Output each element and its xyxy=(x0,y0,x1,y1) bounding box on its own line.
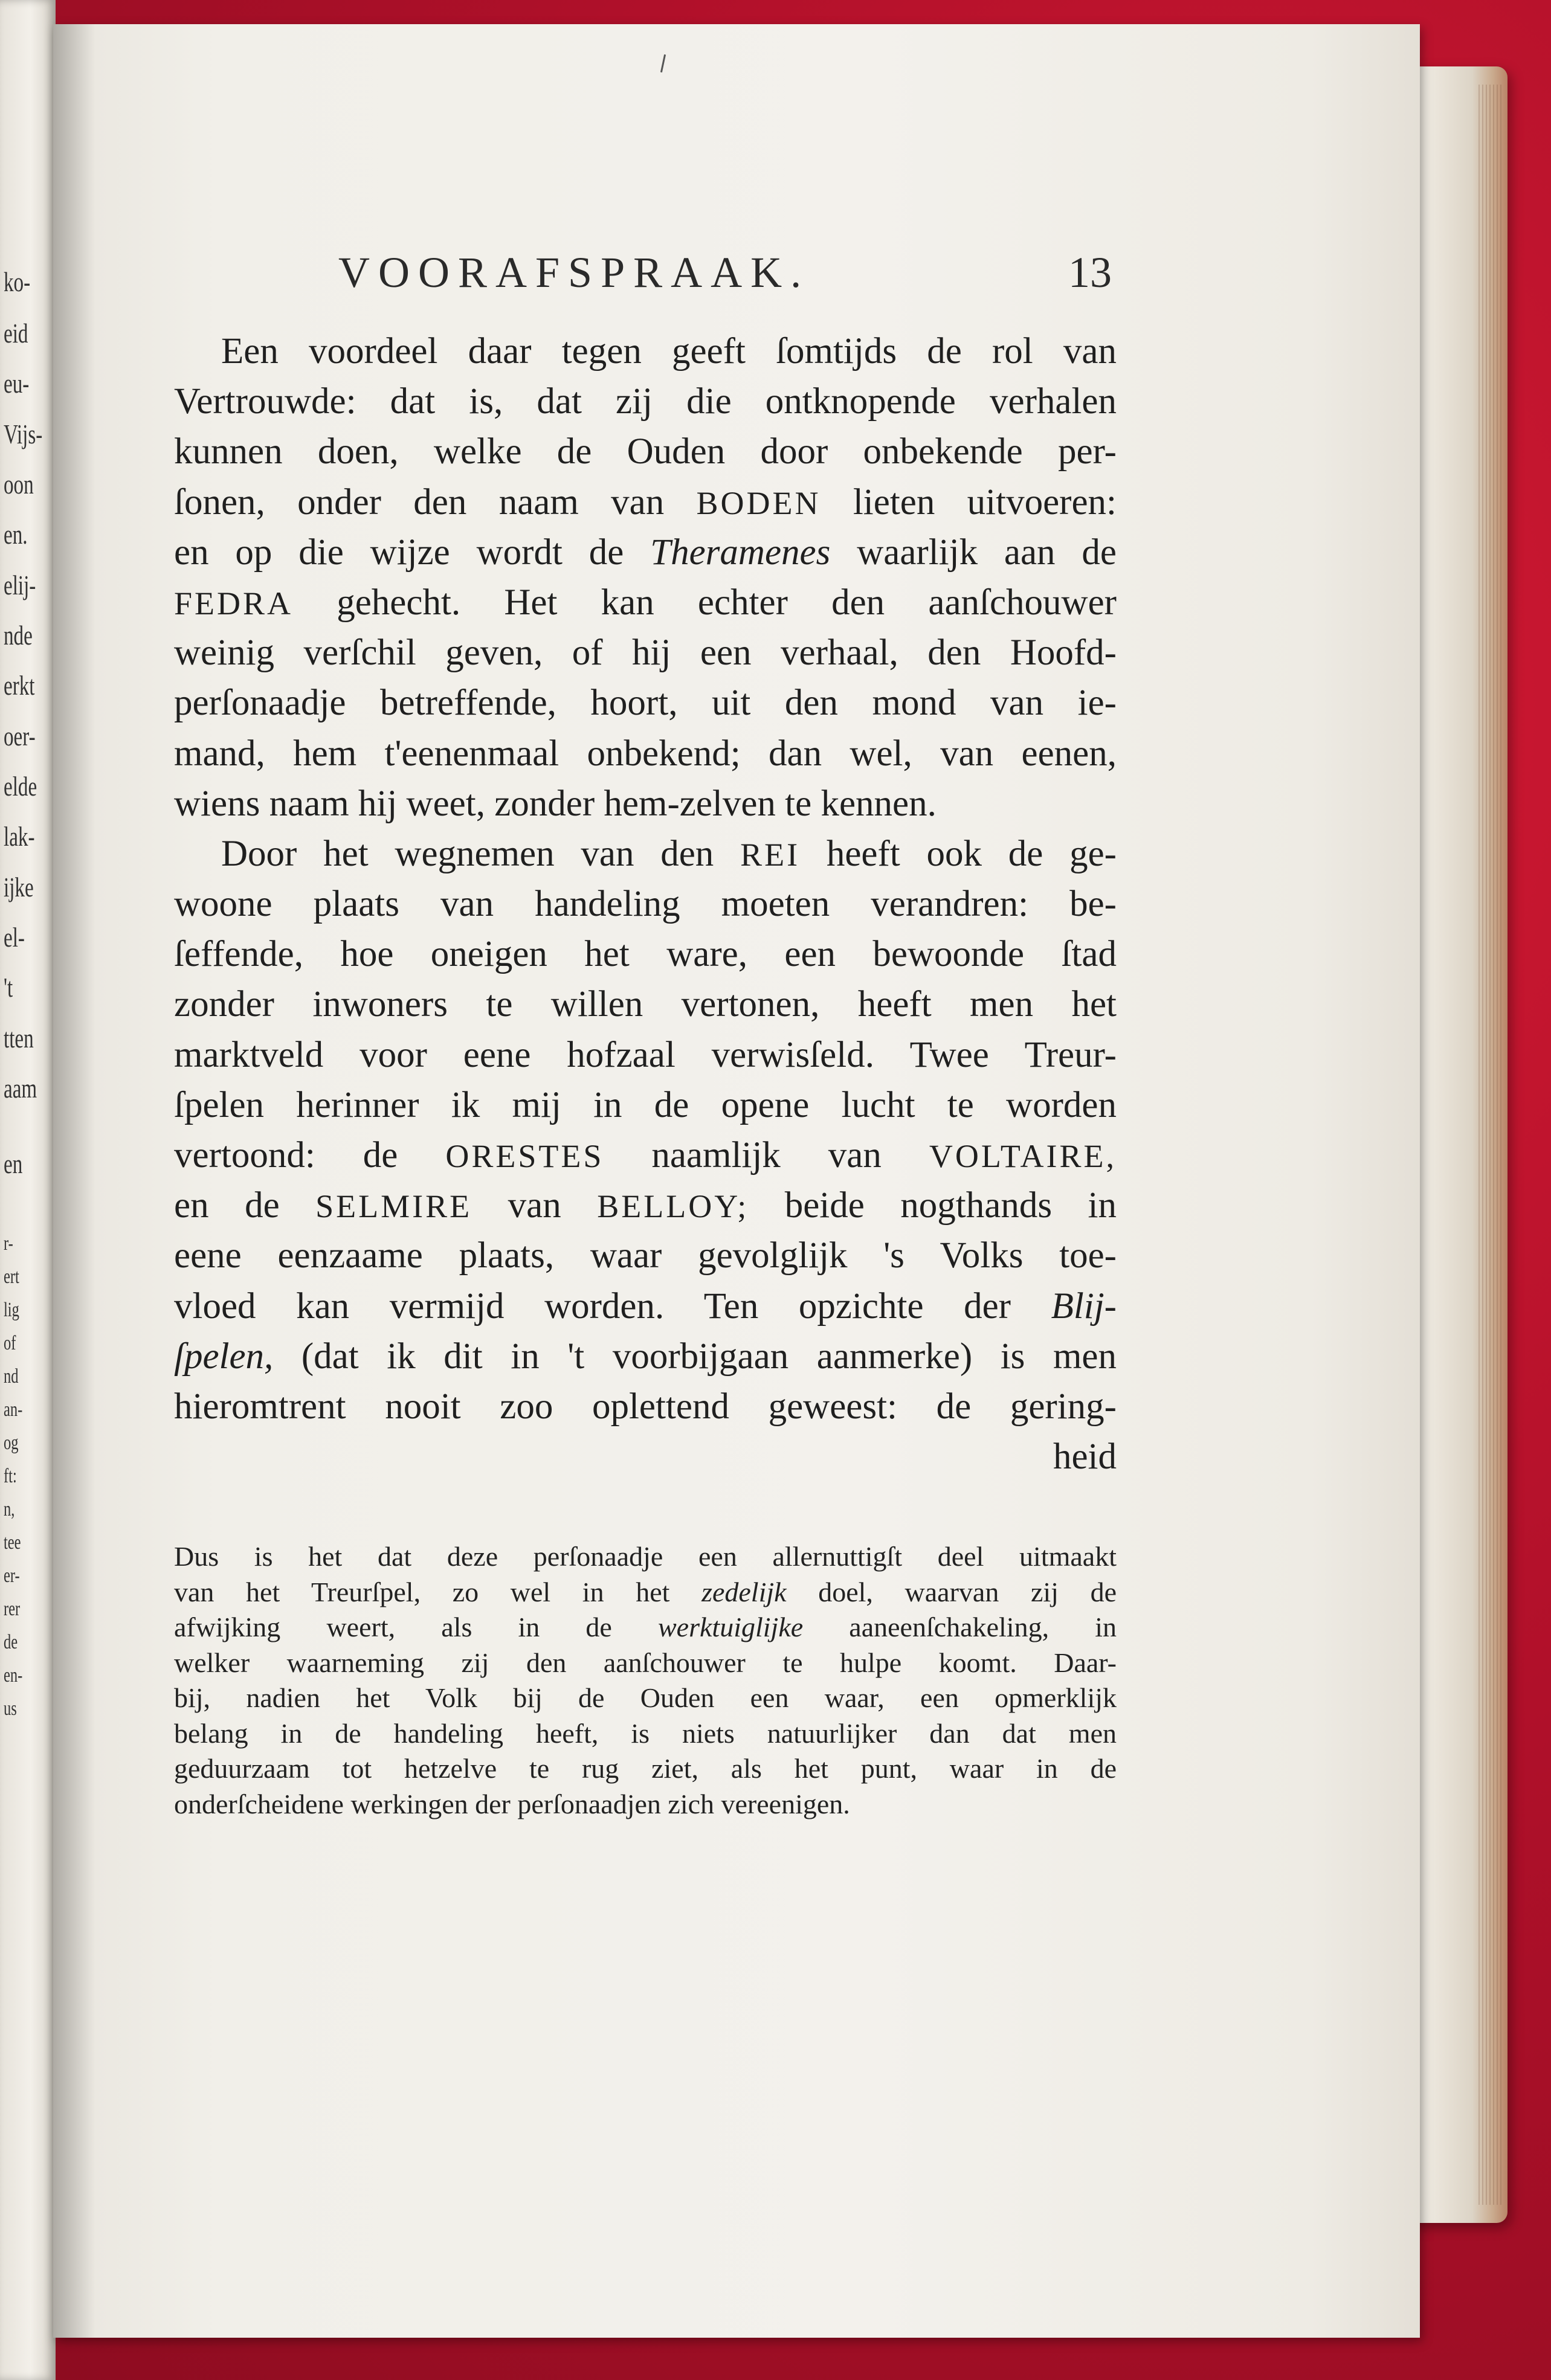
text-line: marktveld voor eene hofzaal verwisſeld. Twee Treur- xyxy=(174,1034,1117,1075)
prev-fragment: Vijs- xyxy=(4,419,43,449)
text-line: vertoond: de ORESTES naamlijk van VOLTAIRE, xyxy=(174,1135,1117,1176)
prev-fragment: lig xyxy=(4,1299,19,1321)
prev-fragment: ert xyxy=(4,1266,19,1288)
text-line: en de SELMIRE van BELLOY; beide nogthands in xyxy=(174,1185,1117,1226)
prev-fragment: eu- xyxy=(4,368,30,399)
prev-fragment: n, xyxy=(4,1498,15,1520)
footnote-line: van het Treurſpel, zo wel in het zedelijk doel, waarvan zij de xyxy=(174,1576,1117,1607)
text-line: FEDRA gehecht. Het kan echter den aanſchouwer xyxy=(174,582,1117,623)
page-number: 13 xyxy=(1068,248,1112,297)
prev-fragment: en. xyxy=(4,519,28,550)
text-line: wiens naam hij weet, zonder hem-zelven te kennen. xyxy=(174,783,937,824)
prev-fragment: us xyxy=(4,1697,17,1720)
prev-fragment: tten xyxy=(4,1023,34,1053)
text-line: Vertrouwde: dat is, dat zij die ontknopende verhalen xyxy=(174,381,1117,422)
text-line: eene eenzaame plaats, waar gevolglijk 's Volks toe- xyxy=(174,1235,1117,1276)
prev-fragment: erkt xyxy=(4,670,35,701)
prev-fragment: og xyxy=(4,1432,19,1454)
prev-fragment: en- xyxy=(4,1664,23,1687)
text-line: perſonaadje betreffende, hoort, uit den mond van ie- xyxy=(174,683,1117,724)
text-line: ſeffende, hoe oneigen het ware, een bewoonde ſtad xyxy=(174,934,1117,975)
pencil-mark xyxy=(660,54,666,72)
prev-fragment: an- xyxy=(4,1398,23,1421)
text-line: zonder inwoners te willen vertonen, heeft men het xyxy=(174,984,1117,1025)
text-line: en op die wijze wordt de Theramenes waarlijk aan de xyxy=(174,532,1117,573)
prev-fragment: elij- xyxy=(4,570,36,600)
prev-fragment: oer- xyxy=(4,721,36,751)
text-line: mand, hem t'eenenmaal onbekend; dan wel, van eenen, xyxy=(174,733,1117,774)
prev-fragment: el- xyxy=(4,922,25,953)
footnote-line: welker waarneming zij den aanſchouwer te hulpe koomt. Daar- xyxy=(174,1647,1117,1678)
prev-fragment: nde xyxy=(4,620,33,651)
prev-fragment: er- xyxy=(4,1565,20,1587)
prev-fragment: aam xyxy=(4,1073,37,1104)
text-line: ſpelen, (dat ik dit in 't voorbijgaan aanmerke) is men xyxy=(174,1336,1117,1377)
prev-fragment: en xyxy=(4,1148,23,1179)
text-line: woone plaats van handeling moeten verandren: be- xyxy=(174,884,1117,925)
previous-page-edge xyxy=(0,0,56,2380)
prev-fragment: de xyxy=(4,1631,18,1653)
prev-fragment: oon xyxy=(4,469,34,500)
footnote-line: bij, nadien het Volk bij de Ouden een waar, een opmerklijk xyxy=(174,1682,1117,1713)
prev-fragment: of xyxy=(4,1332,16,1354)
footnote-line: afwijking weert, als in de werktuiglijke aaneenſchakeling, in xyxy=(174,1612,1117,1642)
prev-fragment: ijke xyxy=(4,872,34,902)
prev-fragment: elde xyxy=(4,771,37,802)
prev-fragment: ft: xyxy=(4,1465,17,1487)
prev-fragment: eid xyxy=(4,318,28,349)
text-line: ſonen, onder den naam van BODEN lieten uitvoeren: xyxy=(174,481,1117,523)
main-text xyxy=(174,326,1117,1482)
prev-fragment: 't xyxy=(4,972,13,1003)
footnote-line: belang in de handeling heeft, is niets natuurlijker dan dat men xyxy=(174,1717,1117,1749)
prev-fragment: lak- xyxy=(4,821,35,852)
text-line: ſpelen herinner ik mij in de opene lucht te worden xyxy=(174,1084,1117,1125)
catchword: heid xyxy=(1053,1436,1117,1478)
running-head-title: VOORAFSPRAAK. xyxy=(338,248,810,297)
footnote xyxy=(174,1539,1117,1822)
running-head xyxy=(338,248,1112,308)
footnote-line: geduurzaam tot hetzelve te rug ziet, als het punt, waar in de xyxy=(174,1753,1117,1784)
text-line: vloed kan vermijd worden. Ten opzichte der Blij- xyxy=(174,1285,1117,1327)
prev-fragment: nd xyxy=(4,1365,19,1388)
prev-fragment: ko- xyxy=(4,266,31,297)
footnote-line: onderſcheidene werkingen der perſonaadjen zich vereenigen. xyxy=(174,1788,850,1819)
text-line: kunnen doen, welke de Ouden door onbekende per- xyxy=(174,431,1117,472)
text-line: hieromtrent nooit zoo oplettend geweest: de gering- xyxy=(174,1386,1117,1427)
prev-fragment: rer xyxy=(4,1598,21,1620)
footnote-line: Dus is het dat deze perſonaadje een allernuttigſt deel uitmaakt xyxy=(174,1541,1117,1572)
text-line: Door het wegnemen van den REI heeft ook de ge- xyxy=(221,833,1117,874)
prev-fragment: r- xyxy=(4,1232,13,1255)
text-line: weinig verſchil geven, of hij een verhaal, den Hoofd- xyxy=(174,632,1117,674)
prev-fragment: tee xyxy=(4,1531,21,1554)
text-line: Een voordeel daar tegen geeft ſomtijds de rol van xyxy=(221,331,1117,371)
